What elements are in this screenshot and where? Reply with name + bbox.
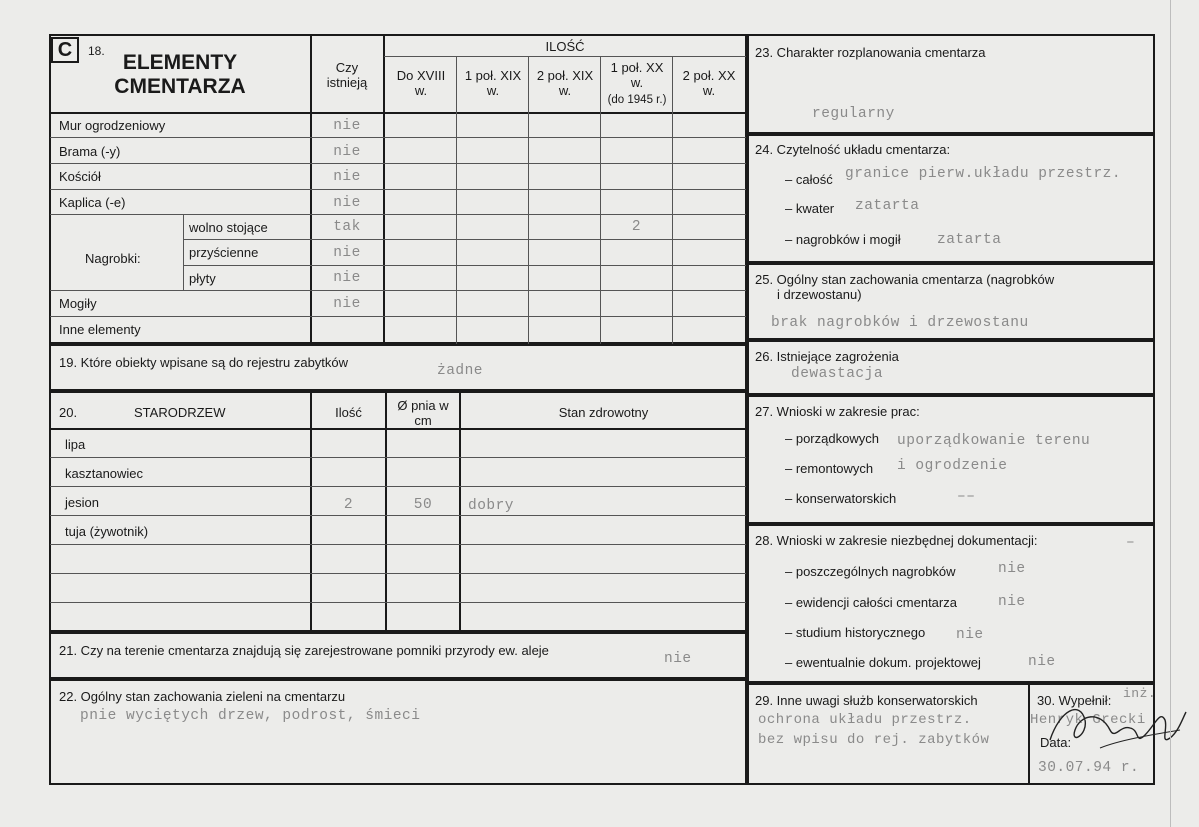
section-21-value: nie: [664, 651, 692, 667]
section-30-date: 30.07.94 r.: [1038, 760, 1140, 776]
section-20-title: STARODRZEW: [134, 405, 226, 420]
section-30-title: inż.: [1123, 686, 1157, 701]
s28-value-ewidencji: nie: [998, 594, 1026, 610]
row-label-inne: Inne elementy: [59, 322, 141, 337]
section-29-value-line2: bez wpisu do rej. zabytków: [758, 732, 990, 748]
section-22-value: pnie wyciętych drzew, podrost, śmieci: [80, 708, 421, 724]
section-23-value: regularny: [812, 106, 895, 122]
section-29-value-line1: ochrona układu przestrz.: [758, 712, 972, 728]
tree-col-diam: Ø pnia w cm: [397, 398, 449, 428]
signature: [1040, 690, 1190, 760]
section-25-label-line1: 25. Ogólny stan zachowania cmentarza (nagrobków: [755, 272, 1055, 287]
s27-value-konserwatorskich: ––: [957, 489, 976, 505]
row-label-mur: Mur ogrodzeniowy: [59, 118, 166, 133]
period-header-3: 2 poł. XIX w.: [536, 68, 594, 98]
section-letter-box: [51, 37, 79, 63]
s28-value-projektowej: nie: [1028, 654, 1056, 670]
exists-kosciol: nie: [333, 169, 361, 185]
s24-item-calosc: – całość: [785, 172, 833, 187]
section-26-label: 26. Istniejące zagrożenia: [755, 349, 899, 364]
row-label-kaplica: Kaplica (-e): [59, 195, 126, 210]
qty-wolnostojace-period4: 2: [631, 219, 642, 235]
section-22-label: 22. Ogólny stan zachowania zieleni na cmentarzu: [59, 689, 346, 704]
period-header-2: 1 poł. XIX w.: [464, 68, 522, 98]
section-19-value: żadne: [437, 363, 484, 379]
s27-value-porzadkowych: uporządkowanie terenu: [897, 433, 1091, 449]
s28-item-studium: – studium historycznego: [785, 625, 926, 640]
col-exists-header: Czy istnieją: [326, 60, 368, 90]
period-note: (do 1945 r.): [607, 94, 667, 106]
section-30-date-label: Data:: [1040, 735, 1072, 750]
s24-item-kwater: – kwater: [785, 201, 835, 216]
period-header-1: Do XVIII w.: [396, 68, 446, 98]
section-18-number: 18.: [88, 44, 105, 58]
s28-item-nagrobkow: – poszczególnych nagrobków: [785, 564, 956, 579]
s27-item-remontowych: – remontowych: [785, 461, 874, 476]
section-18-title: [100, 51, 260, 99]
exists-przyscienne: nie: [333, 245, 361, 261]
section-18-title-line2: CMENTARZA: [114, 75, 246, 98]
tree-name-jesion: jesion: [65, 495, 99, 510]
exists-mogily: nie: [333, 296, 361, 312]
s24-item-nagrobkow: – nagrobków i mogił: [785, 232, 901, 247]
period-header-5: 2 poł. XX w.: [682, 68, 736, 98]
tree-diam-jesion: 50: [413, 497, 433, 513]
section-19-label: 19. Które obiekty wpisane są do rejestru zabytków: [59, 355, 349, 370]
section-28-dash: –: [1126, 535, 1136, 551]
s28-value-nagrobkow: nie: [998, 561, 1026, 577]
section-26-value: dewastacja: [791, 366, 884, 382]
s27-value-remontowych: i ogrodzenie: [897, 458, 1008, 474]
section-20-number: 20.: [59, 405, 78, 420]
exists-mur: nie: [333, 118, 361, 134]
tree-name-kasztanowiec: kasztanowiec: [65, 466, 144, 481]
section-21-label: 21. Czy na terenie cmentarza znajdują się zarejestrowane pomniki przyrody ew. aleje: [59, 643, 549, 658]
exists-kaplica: nie: [333, 195, 361, 211]
section-28-label: 28. Wnioski w zakresie niezbędnej dokumentacji:: [755, 533, 1038, 548]
s24-value-kwater: zatarta: [855, 198, 920, 214]
s28-item-projektowej: – ewentualnie dokum. projektowej: [785, 655, 981, 670]
s28-value-studium: nie: [956, 627, 984, 643]
exists-plyty: nie: [333, 270, 361, 286]
period-header-4: 1 poł. XX w.: [610, 60, 664, 90]
s28-item-ewidencji: – ewidencji całości cmentarza: [785, 595, 957, 610]
row-label-wolnostojace: wolno stojące: [189, 220, 268, 235]
s24-value-nagrobkow: zatarta: [937, 232, 1002, 248]
s27-item-porzadkowych: – porządkowych: [785, 431, 879, 446]
section-29-label: 29. Inne uwagi służb konserwatorskich: [755, 693, 978, 708]
exists-brama: nie: [333, 144, 361, 160]
tree-name-lipa: lipa: [65, 437, 86, 452]
tree-col-qty: Ilość: [335, 405, 362, 420]
row-label-mogily: Mogiły: [59, 296, 97, 311]
s27-item-konserwatorskich: – konserwatorskich: [785, 491, 897, 506]
row-label-przyscienne: przyścienne: [189, 245, 259, 260]
s24-value-calosc: granice pierw.układu przestrz.: [845, 166, 1122, 182]
tree-name-tuja: tuja (żywotnik): [65, 524, 149, 539]
section-24-label: 24. Czytelność układu cmentarza:: [755, 142, 951, 157]
row-label-kosciol: Kościół: [59, 169, 101, 184]
tree-health-jesion: dobry: [468, 498, 515, 514]
section-25-label-line2: i drzewostanu): [777, 287, 862, 302]
tree-qty-jesion: 2: [343, 497, 354, 513]
section-25-value: brak nagrobków i drzewostanu: [771, 315, 1029, 331]
col-qty-header: ILOŚĆ: [545, 39, 585, 54]
tree-col-health: Stan zdrowotny: [558, 405, 649, 420]
row-label-nagrobki: Nagrobki:: [85, 251, 141, 266]
exists-wolnostojace: tak: [333, 219, 361, 235]
section-30-name: Henryk Grecki: [1030, 712, 1146, 728]
section-27-label: 27. Wnioski w zakresie prac:: [755, 404, 920, 419]
row-label-brama: Brama (-y): [59, 144, 121, 159]
row-label-plyty: płyty: [189, 271, 216, 286]
section-letter: C: [57, 39, 73, 61]
section-23-label: 23. Charakter rozplanowania cmentarza: [755, 45, 986, 60]
section-18-title-line1: ELEMENTY: [122, 51, 238, 74]
section-30-label: 30. Wypełnił:: [1037, 693, 1112, 708]
